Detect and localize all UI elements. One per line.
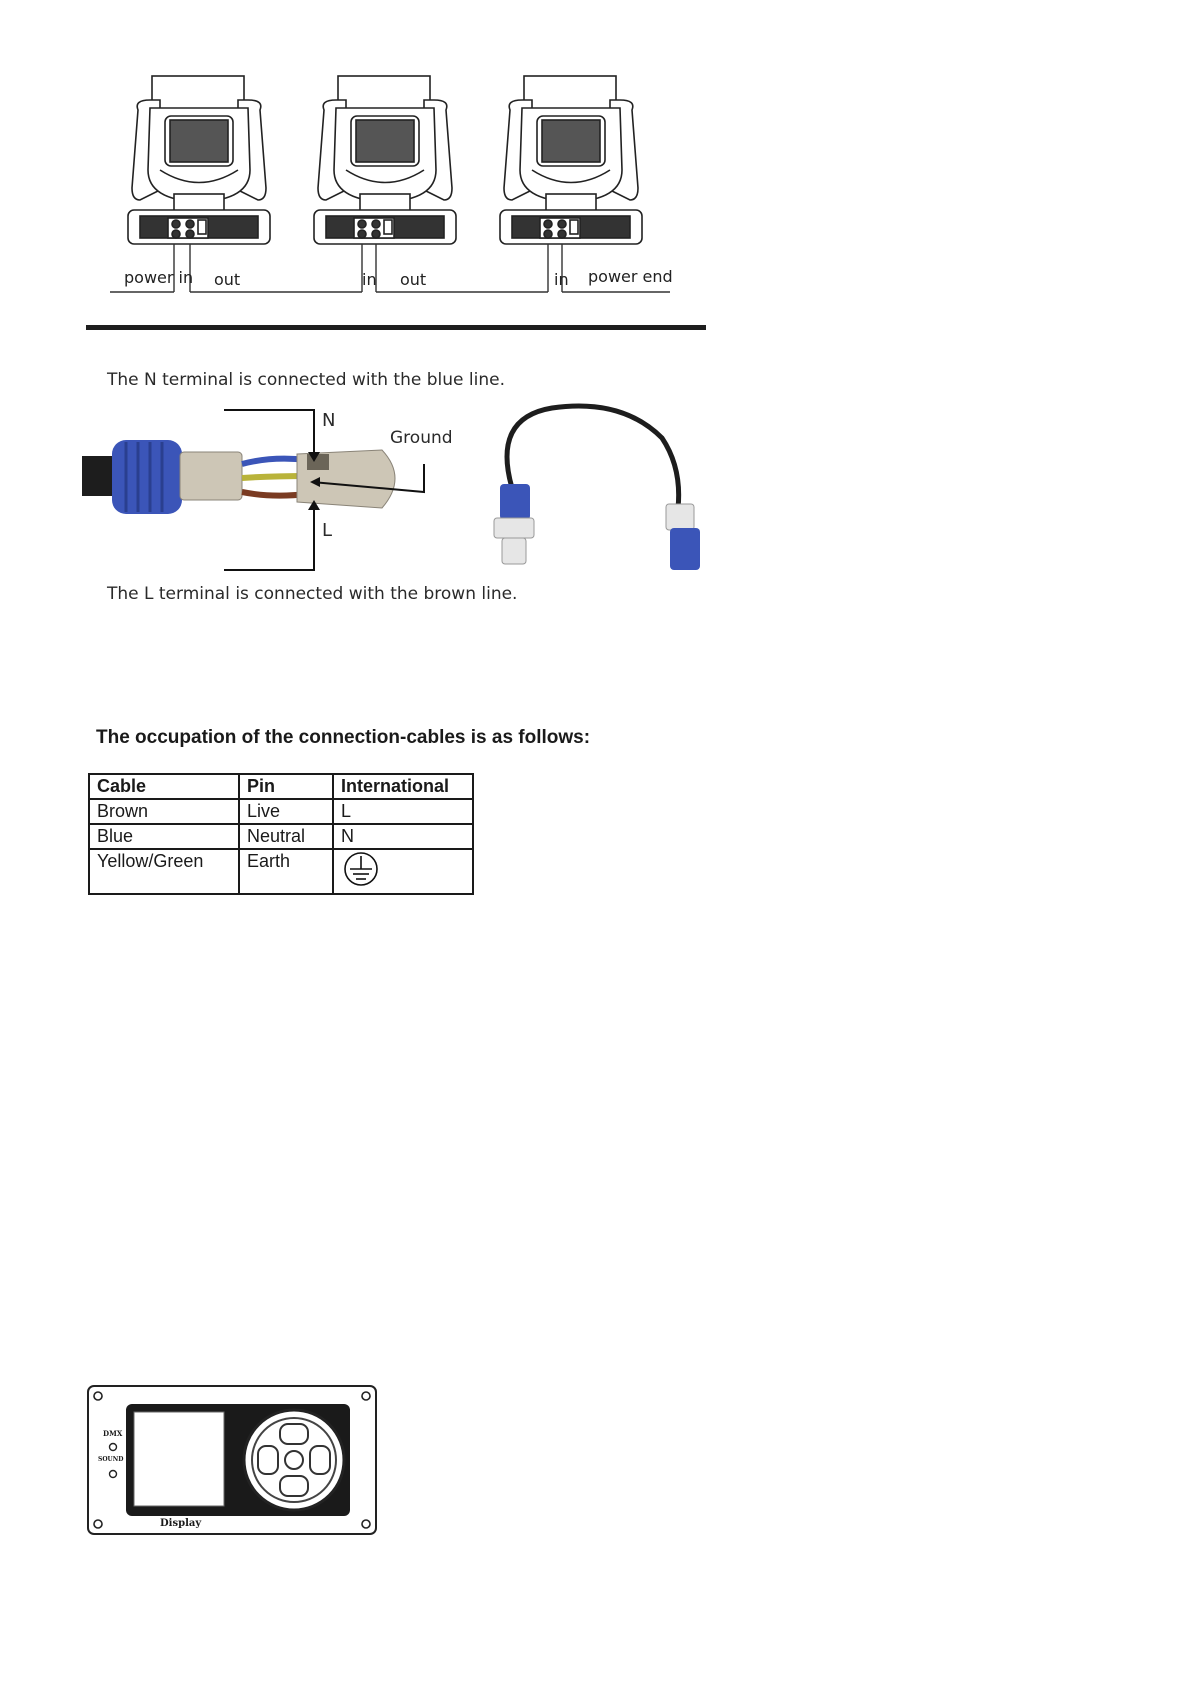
label-power-in: power in: [124, 268, 194, 287]
powercon-connector-figure: [82, 398, 712, 578]
label-display: Display: [160, 1518, 202, 1529]
cell-international: L: [333, 799, 473, 824]
label-l: L: [322, 520, 333, 541]
section-divider: [86, 325, 706, 330]
cell-pin: Neutral: [239, 824, 333, 849]
connector-illustration: [82, 398, 712, 578]
cable-occupation-table: [88, 773, 474, 895]
label-in-3: in: [554, 270, 569, 289]
label-power-end: power end: [588, 267, 673, 286]
control-panel-illustration: [86, 1384, 378, 1536]
header-pin: Pin: [239, 774, 333, 799]
caption-n-terminal: The N terminal is connected with the blue line.: [107, 370, 505, 390]
fixture-wiring-diagram: [110, 60, 690, 300]
table-header-row: [89, 774, 473, 799]
header-cable: Cable: [89, 774, 239, 799]
caption-l-terminal: The L terminal is connected with the brown line.: [107, 584, 518, 604]
label-out-2: out: [400, 270, 427, 289]
label-sound: SOUND: [98, 1456, 124, 1463]
table-row: [89, 799, 473, 824]
label-in-2: in: [362, 270, 377, 289]
label-dmx: DMX: [103, 1429, 123, 1438]
cell-cable: Yellow/Green: [89, 849, 239, 894]
cell-international: [333, 849, 473, 894]
fixtures-illustration: [110, 60, 690, 300]
display-panel-diagram: [86, 1384, 378, 1536]
table-row: [89, 849, 473, 894]
label-ground: Ground: [390, 428, 453, 448]
cell-cable: Brown: [89, 799, 239, 824]
header-international: International: [333, 774, 473, 799]
cell-pin: Earth: [239, 849, 333, 894]
label-out-1: out: [214, 270, 241, 289]
label-n: N: [322, 410, 336, 431]
cell-international: N: [333, 824, 473, 849]
table-row: [89, 824, 473, 849]
cell-cable: Blue: [89, 824, 239, 849]
cable-table-heading: The occupation of the connection-cables is as follows:: [96, 727, 591, 748]
cell-pin: Live: [239, 799, 333, 824]
earth-ground-icon: [341, 851, 381, 887]
